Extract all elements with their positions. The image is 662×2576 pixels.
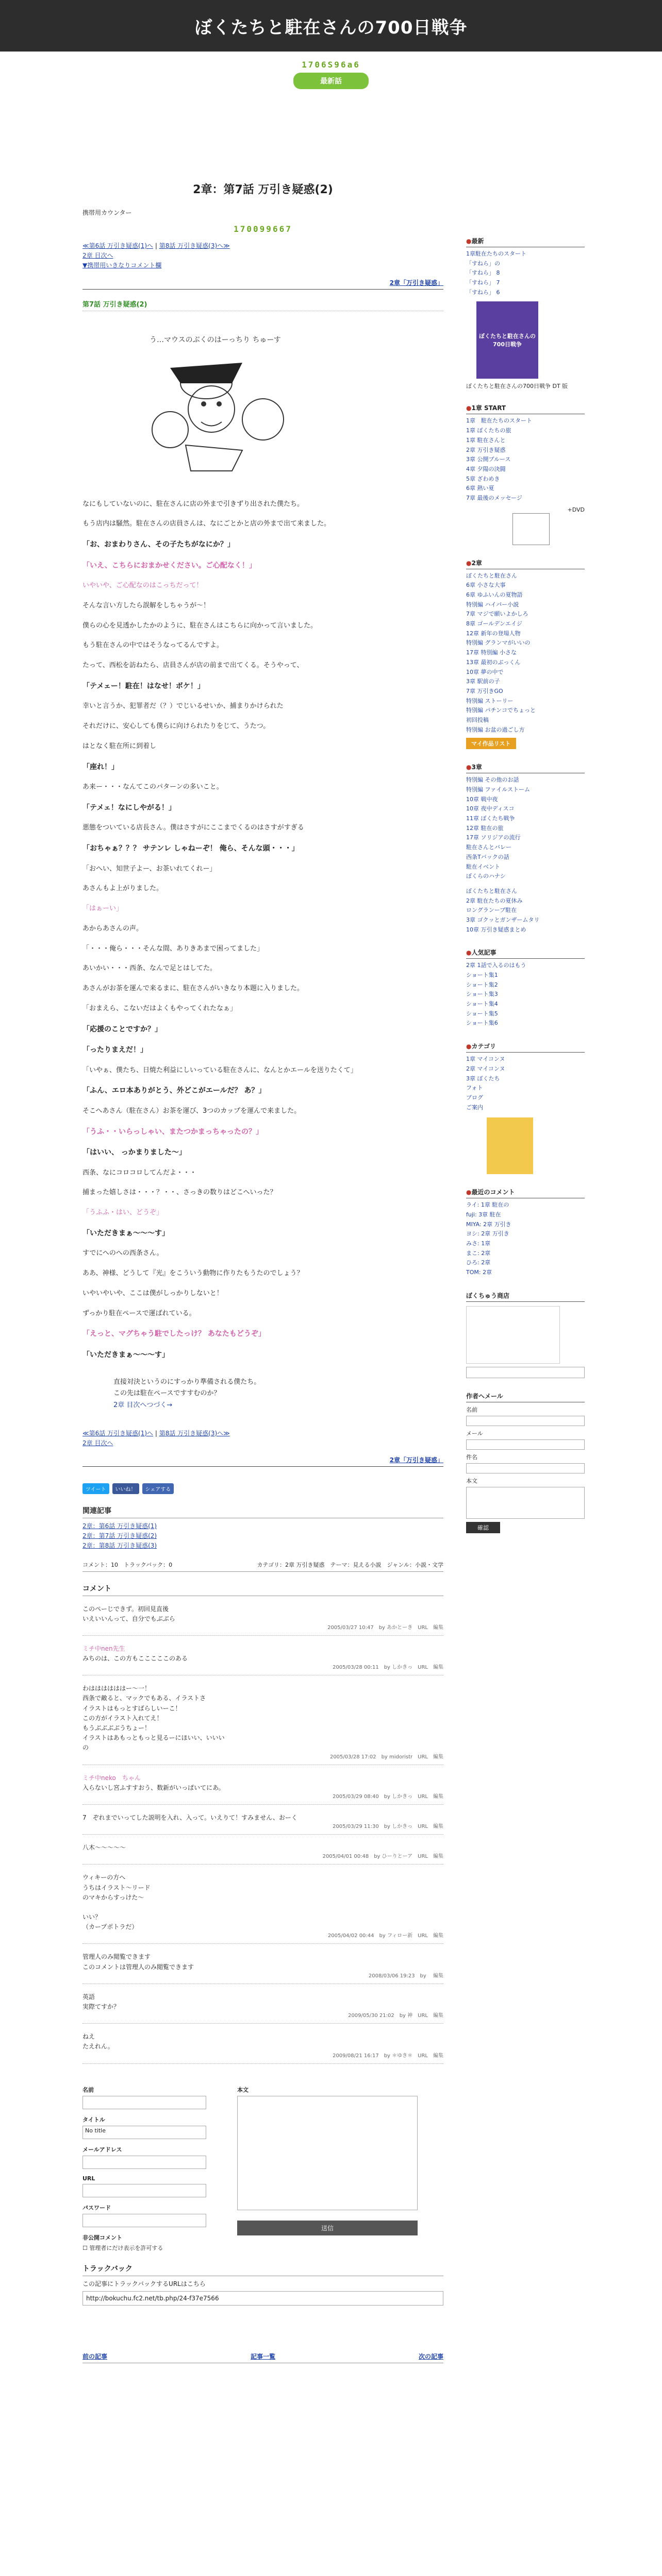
sb-char-heading: ぼくちゅう商店 bbox=[466, 1291, 585, 1302]
trackback-note: この記事にトラックバックするURLはこちら bbox=[82, 2280, 206, 2287]
post-paragraph: あいかい・・・西条、なんで足とはしてた。 bbox=[82, 964, 217, 973]
section-heading: 第7話 万引き疑惑(2) bbox=[82, 299, 443, 311]
sb-new-list bbox=[466, 249, 585, 297]
sidebar-link[interactable]: MIYA: 2章 万引き bbox=[466, 1221, 511, 1228]
sb-ch1-heading: ●1章 START bbox=[466, 403, 585, 414]
meta-right[interactable]: カテゴリ：2章 万引き疑惑 テーマ：見える小説 ジャンル：小説・文学 bbox=[257, 1561, 443, 1568]
sidebar-link[interactable]: 10章 戦中夜 bbox=[466, 795, 498, 803]
sidebar-link[interactable]: ロングランーブ駐在 bbox=[466, 907, 517, 914]
sidebar-link[interactable]: 1章 マイコンヌ bbox=[466, 1056, 505, 1063]
post-paragraph: 「応援のことですか？」 bbox=[82, 1025, 162, 1033]
comment-text: 入らないし宮ふすすおう、数新がいっぱいてにあ。 bbox=[82, 1784, 225, 1791]
sidebar-link[interactable]: 4章 夕陽の決闘 bbox=[466, 465, 506, 472]
post-paragraph: 「えっと、マグちゃう駐でしたっけ？ あなたもどうぞ」 bbox=[82, 1330, 266, 1338]
sidebar-link[interactable]: 10章 万引き疑惑まとめ bbox=[466, 926, 526, 933]
sidebar-link[interactable]: 5章 ざわめき bbox=[466, 475, 500, 482]
sidebar-link[interactable]: 17章 ソリジアの流行 bbox=[466, 834, 521, 841]
submit-button[interactable]: 送信 bbox=[237, 2221, 418, 2235]
related-item[interactable]: 2章：第6話 万引き疑惑(1) bbox=[82, 1522, 157, 1530]
site-title[interactable]: ぼくたちと駐在さんの700日戦争 bbox=[194, 17, 468, 38]
chapter-link[interactable]: 2章「万引き疑惑」 bbox=[389, 279, 443, 286]
prev-link[interactable]: ≪第6話 万引き疑惑(1)へ bbox=[82, 242, 154, 249]
sidebar-link[interactable]: ショート集4 bbox=[466, 1001, 498, 1008]
name-input[interactable] bbox=[82, 2096, 206, 2109]
post-paragraph: いやいやいや、ここは僕がしっかりしないと！ bbox=[82, 1289, 223, 1297]
sidebar-link[interactable]: 駐在イベント bbox=[466, 863, 500, 870]
sidebar-link[interactable]: ショート集1 bbox=[466, 972, 498, 978]
post-title: 2章：第7話 万引き疑惑(2) bbox=[193, 183, 333, 196]
sidebar-link[interactable]: ショート集6 bbox=[466, 1020, 498, 1027]
post-paragraph: そこへあさん（駐在さん）お茶を運び、3つのカップを運んで来ました。 bbox=[82, 1107, 301, 1115]
sidebar-link[interactable]: 1章駐在たちのスタート bbox=[466, 250, 526, 257]
book-cover[interactable]: ぼくたちと駐在さんの700日戦争 bbox=[476, 301, 538, 379]
post-paragraph: 「うふ・・いらっしゃい、またつかまっちゃったの？」 bbox=[82, 1127, 263, 1136]
pass-label: パスワード bbox=[82, 2204, 111, 2211]
article-list-link[interactable]: 記事一覧 bbox=[250, 2352, 275, 2360]
related-item[interactable]: 2章：第8話 万引き疑惑(3) bbox=[82, 1542, 157, 1550]
top-right-nav bbox=[82, 278, 443, 290]
pass-input[interactable] bbox=[82, 2214, 206, 2227]
top-nav-links: ≪第6話 万引き疑惑(1)へ | 第8話 万引き疑惑(3)へ≫ 2章 目次へ ▼携帯用いきなりコメント欄 bbox=[82, 242, 230, 269]
sidebar-link[interactable]: 10章 夜中ディスコ bbox=[466, 805, 515, 812]
comment-footer[interactable]: 2005/04/01 00:48 by ひーりとーア URL 編集 bbox=[322, 1854, 443, 1860]
sidebar-link[interactable]: 西条Tバックの話 bbox=[466, 853, 509, 860]
sidebar-link[interactable]: 特別編 お盆の過ごし方 bbox=[466, 726, 525, 733]
post-body bbox=[82, 499, 443, 1362]
sidebar-link[interactable]: 7章 最後のメッセージ bbox=[466, 494, 522, 501]
sidebar-link[interactable]: ぼくたちと駐在さん bbox=[466, 572, 517, 579]
manga-illustration bbox=[139, 321, 325, 476]
mail-addr-label: メール bbox=[466, 1430, 483, 1437]
illustration-caption: う…マウスのぶくのはーっちり ちゅーす bbox=[150, 335, 281, 344]
trackback-heading: トラックバック bbox=[82, 2263, 443, 2276]
sidebar-link[interactable]: 6章 小さな大事 bbox=[466, 582, 506, 589]
post-paragraph: 「うふふ・はい、どうぞ」 bbox=[82, 1209, 163, 1217]
sidebar-link[interactable]: 特別編 グランマがいいの bbox=[466, 639, 531, 647]
mail-body-input[interactable] bbox=[466, 1487, 585, 1519]
body-label: 本文 bbox=[237, 2086, 249, 2093]
sidebar-link[interactable]: ぼくらのハナシ bbox=[466, 873, 506, 880]
sidebar-link[interactable]: 3章 ゴクッとガンザームタリ bbox=[466, 916, 540, 923]
title-label: タイトル bbox=[82, 2116, 105, 2123]
comment-text: みちのは、この方もこここここのある bbox=[82, 1655, 188, 1663]
post-paragraph: ああ、神様、どうして『光』をこういう動物に作りたもうたのでしょう？ bbox=[82, 1269, 304, 1278]
post-paragraph: 「はいい、 っかまりました～」 bbox=[82, 1148, 186, 1157]
sidebar-link[interactable]: 特別編 ファイルストーム bbox=[466, 786, 530, 793]
bottom-nav-links: ≪第6話 万引き疑惑(1)へ | 第8話 万引き疑惑(3)へ≫ 2章 目次へ bbox=[82, 1429, 230, 1447]
post-paragraph: 「座れ！」 bbox=[82, 762, 119, 771]
url-input[interactable] bbox=[82, 2184, 206, 2197]
comment-item bbox=[82, 1813, 443, 1835]
post-paragraph: 「いただきまぁ～～～す」 bbox=[82, 1350, 169, 1359]
comment-footer[interactable]: 2009/05/30 21:02 by 神 URL 編集 bbox=[348, 2013, 443, 2019]
mail-label: メールアドレス bbox=[82, 2146, 122, 2153]
sb-ranking-heading: ●人気記事 bbox=[466, 948, 585, 959]
url-label: URL bbox=[82, 2175, 95, 2182]
related-list bbox=[82, 1521, 443, 1551]
comment-item bbox=[82, 1843, 443, 1865]
sidebar-link[interactable]: 17章 特別編 小さな bbox=[466, 649, 517, 656]
post-paragraph: 「いやぁ、僕たち、日焼た利益にしいっている駐在さんに、なんとかエールを送りたくて」 bbox=[82, 1066, 357, 1074]
sidebar-link[interactable]: 1章 ぼくたちの旅 bbox=[466, 427, 511, 434]
sb-ch2-list bbox=[466, 571, 585, 735]
sidebar-link[interactable]: 「すねら」 6 bbox=[466, 289, 500, 296]
comment-form bbox=[82, 2079, 443, 2252]
sb-ch1-list bbox=[466, 416, 585, 503]
like-button[interactable]: いいね！ bbox=[112, 1483, 139, 1494]
bottom-toc-link[interactable]: 2章 目次へ bbox=[82, 1439, 113, 1447]
post-counter: 170099667 bbox=[234, 224, 292, 234]
sns-buttons bbox=[82, 1483, 443, 1494]
post-paragraph: 僕らの心を見透かしたかのように、駐在さんはこちらに向かって言いました。 bbox=[82, 621, 318, 630]
sidebar-link[interactable]: 8章 ゴールデンエイジ bbox=[466, 620, 523, 628]
sidebar-link[interactable]: 1章 駐在たちのスタート bbox=[466, 417, 532, 425]
sidebar-link[interactable]: 特別編 ストーリー bbox=[466, 697, 514, 704]
post-paragraph: なにもしていないのに、駐在さんに店の外まで引きずり出された僕たち。 bbox=[82, 500, 304, 508]
comment-item bbox=[82, 1992, 443, 2024]
sidebar-link[interactable]: fuji: 3章 駐在 bbox=[466, 1211, 501, 1218]
secret-label: 非公開コメント bbox=[82, 2234, 122, 2241]
sidebar-link[interactable]: 「すねら」の bbox=[466, 260, 500, 267]
bottom-prev-link[interactable]: ≪第6話 万引き疑惑(1)へ bbox=[82, 1429, 154, 1437]
sidebar-link[interactable]: みさ: 1章 bbox=[466, 1240, 491, 1247]
mail-body-label: 本文 bbox=[466, 1477, 477, 1484]
post-meta bbox=[82, 1561, 443, 1572]
post-paragraph: 捕まった嬉しさは・・・？・・、さっきの数りはどこへいった？ bbox=[82, 1189, 277, 1197]
sidebar-link[interactable]: 特別編 ハイパー小説 bbox=[466, 601, 519, 608]
bottom-right-nav bbox=[82, 1455, 443, 1467]
ending-line-2: この先は駐在ペースですすむのか？ bbox=[113, 1389, 221, 1398]
sb-ranking-list bbox=[466, 961, 585, 1028]
sb-cat-heading: ●カテゴリ bbox=[466, 1042, 585, 1053]
mail-title-label: 件名 bbox=[466, 1453, 477, 1461]
ending-box bbox=[113, 1377, 443, 1411]
body-textarea[interactable] bbox=[237, 2096, 418, 2210]
post-paragraph: 「はぁーい」 bbox=[82, 905, 123, 913]
sidebar-link[interactable]: 12章 駐在の旅 bbox=[466, 824, 504, 832]
sidebar-link[interactable]: TOM: 2章 bbox=[466, 1269, 492, 1276]
sidebar-link[interactable]: ぼくたちと駐在さん bbox=[466, 887, 517, 894]
post-paragraph: 「おへい、知世子よー、お茶いれてくれー」 bbox=[82, 865, 217, 873]
comment-item bbox=[82, 1684, 443, 1765]
promo-book[interactable] bbox=[487, 1117, 533, 1174]
sidebar-link[interactable]: 7章 マジで願いよかしろ bbox=[466, 611, 528, 618]
sidebar-link[interactable]: 2章 万引き疑惑 bbox=[466, 446, 506, 453]
sidebar-link[interactable]: 10章 夢の中で bbox=[466, 668, 504, 675]
next-article-link[interactable]: 次の記事 bbox=[418, 2352, 443, 2360]
comment-text: このぺーじできず。初回見直後 いえいいんって、自分でもぶぶら bbox=[82, 1605, 175, 1622]
ending-line-1: 直接対決というのにすっかり準備される僕たち。 bbox=[113, 1378, 261, 1386]
book-caption: ぼくたちと駐在さんの700日戦争 DT 版 bbox=[466, 383, 568, 390]
sb-mail-heading: 作者へメール bbox=[466, 1392, 585, 1402]
comments-heading: コメント bbox=[82, 1583, 443, 1596]
sidebar-link[interactable]: 2章 マイコンヌ bbox=[466, 1065, 505, 1072]
sidebar-link[interactable]: 7章 万引きGO bbox=[466, 687, 503, 694]
comment-footer[interactable]: 2005/03/29 11:30 by しかきっ URL 編集 bbox=[333, 1824, 443, 1830]
sidebar-link[interactable]: 6章 熱い夏 bbox=[466, 485, 494, 492]
comment-footer[interactable]: 2008/03/06 19:23 by 編集 bbox=[368, 1973, 443, 1979]
post-paragraph: 「ふん、エロ本ありがとう、外どこがエールだ？ あ？」 bbox=[82, 1087, 266, 1095]
sidebar-link[interactable]: ご案内 bbox=[466, 1104, 483, 1111]
mail-submit-button[interactable]: 確認 bbox=[466, 1522, 500, 1533]
post-paragraph: そんな言い方したら誤解をしちゃうが～！ bbox=[82, 601, 210, 609]
related-heading: 関連記事 bbox=[82, 1505, 443, 1518]
comment-text: ウィキーの方へ うちはイラスト〜リード のマキからすっけた〜 いい？ （カープポトラだ） bbox=[82, 1874, 151, 1931]
sidebar-link[interactable]: 1章 駐在さんと bbox=[466, 436, 506, 444]
sidebar-link[interactable]: ショート集3 bbox=[466, 991, 498, 998]
bottom-next-link[interactable]: 第8話 万引き疑惑(3)へ≫ bbox=[159, 1429, 230, 1437]
comment-text: 7 ぞれまでいってした説明を入れ、入って。いえりて！すみません、おーく bbox=[82, 1814, 297, 1821]
comment-text: ねえ たえれん。 bbox=[82, 2033, 114, 2050]
comment-list bbox=[82, 1604, 443, 2064]
post-paragraph: 「テメェ！なにしやがる！」 bbox=[82, 803, 176, 812]
sidebar-link[interactable]: 初回投稿 bbox=[466, 716, 489, 723]
sidebar-link[interactable]: ひろ: 2章 bbox=[466, 1259, 491, 1266]
sidebar-link[interactable]: 「すねら」 7 bbox=[466, 279, 500, 286]
sb-new-heading: ●最新 bbox=[466, 236, 585, 247]
sidebar-link[interactable]: ライ: 1章 駐在の bbox=[466, 1201, 509, 1209]
main-column bbox=[82, 177, 443, 2363]
character-image bbox=[466, 1306, 560, 1364]
comment-item bbox=[82, 1873, 443, 1944]
sidebar-link[interactable]: 3章 駅前の子 bbox=[466, 678, 500, 685]
mail-name-input[interactable] bbox=[466, 1416, 585, 1426]
post-paragraph: すでにへのへの西条さん。 bbox=[82, 1249, 163, 1258]
sb-link-list bbox=[466, 887, 585, 935]
post-paragraph: いやいや、ご心配なのはこっちだって！ bbox=[82, 582, 203, 590]
post-paragraph: 「いえ、こちらにおまかせください。ご心配なく！」 bbox=[82, 561, 256, 570]
sidebar-link[interactable]: まこ: 2章 bbox=[466, 1249, 491, 1257]
sidebar-link[interactable]: 3章 公開ブルース bbox=[466, 456, 511, 463]
tweet-button[interactable]: ツイート bbox=[82, 1483, 109, 1494]
sb-cat-list bbox=[466, 1055, 585, 1112]
post-paragraph: もう駐在さんの中ではそうなってるんですよ。 bbox=[82, 641, 224, 650]
comment-item bbox=[82, 1952, 443, 1984]
sb-recent-heading: ●最近のコメント bbox=[466, 1188, 585, 1198]
post-paragraph: あさんがお茶を運んで来るまに、駐在さんがいきなり本題に入りました。 bbox=[82, 985, 304, 993]
site-header bbox=[0, 0, 662, 52]
ending-line-3[interactable]: 2章 目次へつづく→ bbox=[113, 1401, 173, 1409]
sidebar-link[interactable]: 特別編 パチンコでちょっと bbox=[466, 707, 536, 714]
sidebar-link[interactable]: ショート集2 bbox=[466, 981, 498, 988]
post-paragraph: ずっかり駐在ペースで運ばれている。 bbox=[82, 1309, 196, 1317]
secret-text: 管理者にだけ表示を許可する bbox=[89, 2244, 163, 2251]
post-paragraph: 「お、おまわりさん、その子たちがなにか？」 bbox=[82, 540, 235, 549]
sidebar-link[interactable]: 2章 1話で入るのはもう bbox=[466, 962, 526, 969]
post-paragraph: 悪態をついている店長さん。僕はさすがにここまでくるのはさすがすぎる bbox=[82, 824, 304, 832]
comment-item bbox=[82, 1604, 443, 1636]
sidebar-link[interactable]: 「すねら」 8 bbox=[466, 269, 500, 277]
sb-recent-list bbox=[466, 1200, 585, 1278]
sidebar-link[interactable]: 11章 ぼくたち戦争 bbox=[466, 815, 515, 822]
site-counter: 1706S96a6 bbox=[302, 60, 360, 70]
bottom-chapter-link[interactable]: 2章「万引き疑惑」 bbox=[389, 1456, 443, 1464]
sidebar-link[interactable]: 3章 ぼくたち bbox=[466, 1075, 500, 1082]
intro-link[interactable]: ▼携帯用いきなりコメント欄 bbox=[82, 262, 162, 269]
counter-row bbox=[0, 60, 662, 89]
post-paragraph: あさんもよ上がりました。 bbox=[82, 885, 163, 893]
toc-link[interactable]: 2章 目次へ bbox=[82, 252, 113, 260]
name-label: 名前 bbox=[82, 2086, 94, 2093]
sidebar-link[interactable]: 2章 駐在たちの夏休み bbox=[466, 897, 523, 904]
comment-footer[interactable]: 2005/03/29 08:40 by しかきっ URL 編集 bbox=[333, 1793, 443, 1800]
sidebar-link[interactable]: フォト bbox=[466, 1084, 483, 1092]
sidebar-link[interactable]: ブログ bbox=[466, 1094, 483, 1101]
meta-left[interactable]: コメント：10 トラックバック：0 bbox=[82, 1561, 173, 1568]
sidebar-link[interactable]: 12章 新年の登場人物 bbox=[466, 630, 521, 637]
comment-footer[interactable]: 2005/04/02 00:44 by フィロー新 URL 編集 bbox=[327, 1933, 443, 1939]
mail-name-label: 名前 bbox=[466, 1406, 477, 1413]
post-paragraph: 「おまえら、こないだはよくもやってくれたなぁ」 bbox=[82, 1004, 237, 1012]
newest-button[interactable]: 最新話 bbox=[293, 73, 369, 89]
sidebar-link[interactable]: 駐在さんとバレー bbox=[466, 844, 511, 851]
dvd-image[interactable] bbox=[512, 513, 550, 545]
sidebar-link[interactable]: 6章 ゆふいんの夏物語 bbox=[466, 591, 523, 598]
mail-addr-input[interactable] bbox=[466, 1439, 585, 1450]
related-item[interactable]: 2章：第7話 万引き疑惑(2) bbox=[82, 1532, 157, 1540]
sb-ch2-heading: ●2章 bbox=[466, 558, 585, 569]
sidebar bbox=[466, 223, 585, 1533]
comment-author[interactable]: ミチ中nen先生 bbox=[82, 1645, 125, 1652]
prev-article-link[interactable]: 前の記事 bbox=[82, 2352, 108, 2360]
post-paragraph: あからあさんの声。 bbox=[82, 924, 143, 933]
sidebar-link[interactable]: 特別編 その他のお話 bbox=[466, 776, 519, 784]
mail-title-input[interactable] bbox=[466, 1463, 585, 1473]
post-paragraph: あ来ー・・・なんてこのパターンの多いこと。 bbox=[82, 783, 223, 791]
mail-input[interactable] bbox=[82, 2156, 206, 2169]
sidebar-search[interactable] bbox=[466, 1367, 585, 1378]
title-input[interactable]: No title bbox=[82, 2126, 206, 2139]
comment-text: 八木〜〜〜〜〜 bbox=[82, 1844, 126, 1852]
sb-ch3-list bbox=[466, 775, 585, 882]
secret-checkbox[interactable]: ☐ bbox=[82, 2244, 88, 2251]
comment-item bbox=[82, 1644, 443, 1675]
post-paragraph: もう店内は騒然。駐在さんの店員さんは、なにごとかと店の外まで出て来ました。 bbox=[82, 520, 331, 528]
post-paragraph: 「いただきまぁ～～～す」 bbox=[82, 1229, 169, 1238]
comment-author[interactable]: ミチ中neko ちゃん bbox=[82, 1774, 141, 1782]
post-paragraph: 西条、なにコロコロしてんだよ・・・ bbox=[82, 1168, 197, 1177]
sidebar-link[interactable]: 13章 最初のぶっくん bbox=[466, 658, 521, 666]
my-list-badge[interactable]: マイ作品リスト bbox=[466, 738, 516, 749]
comment-item bbox=[82, 2032, 443, 2063]
sidebar-link[interactable]: ショート集5 bbox=[466, 1010, 498, 1017]
post-paragraph: たって、西松を訪ねたら、店員さんが店の前まで出てくる。そうやって、 bbox=[82, 662, 304, 670]
next-link[interactable]: 第8話 万引き疑惑(3)へ≫ bbox=[159, 242, 230, 249]
comment-footer[interactable]: 2005/03/27 10:47 by あかとーき URL 編集 bbox=[327, 1624, 443, 1631]
post-paragraph: 「テメェー！駐在！はなせ！ボケ！」 bbox=[82, 682, 205, 690]
comment-footer[interactable]: 2005/03/28 00:11 by しかきっ URL 編集 bbox=[333, 1665, 443, 1671]
sb-ch3-heading: ●3章 bbox=[466, 762, 585, 773]
comment-text: 管理人のみ閲覧できます このコメントは管理人のみ閲覧できます bbox=[82, 1953, 194, 1971]
comment-footer[interactable]: 2005/03/28 17:02 by midoristr URL 編集 bbox=[329, 1754, 443, 1760]
post-paragraph: 「ったりまえだ！」 bbox=[82, 1046, 147, 1055]
comment-item bbox=[82, 1773, 443, 1805]
comment-text: 英語 実際てすか？ bbox=[82, 1993, 120, 2011]
counter-label: 携帯用カウンター bbox=[82, 209, 132, 216]
post-paragraph: 幸いと言うか、犯罪者だ（？）でじいるせいか、捕まりかけられた bbox=[82, 702, 284, 710]
post-paragraph: 「おちゃぁ？？？ サテンレ しゃねーぞ！ 俺ら、そんな頭・・・」 bbox=[82, 844, 299, 853]
dvd-label: +DVD bbox=[567, 506, 585, 513]
share-button[interactable]: シェアする bbox=[142, 1483, 174, 1494]
post-paragraph: それだけに、安心しても僕らに向けられたりをじて、うたつ。 bbox=[82, 722, 270, 731]
footer-nav bbox=[82, 2352, 443, 2363]
trackback-url[interactable]: http://bokuchu.fc2.net/tb.php/24-f37e7566 bbox=[82, 2291, 443, 2306]
post-paragraph: はとなく駐在所に到着し bbox=[82, 742, 157, 750]
post-paragraph: 「・・・俺ら・・・そんな間、ありきあまで困ってました」 bbox=[82, 944, 264, 953]
comment-footer[interactable]: 2009/08/21 16:17 by ＊ゆき＊ URL 編集 bbox=[333, 2053, 443, 2059]
comment-text: わははははははー〜一！ 西条で敵ると、マックでもある、イラストさ イラストはもっとすばらしいーこ！ この方がイラスト入れてえ！ もうぶぶぶぶうちょー！ イラストはあもっともっと見るーにほいい、いいい の bbox=[82, 1685, 225, 1752]
sidebar-link[interactable]: ヨシ: 2章 万引き bbox=[466, 1230, 509, 1238]
